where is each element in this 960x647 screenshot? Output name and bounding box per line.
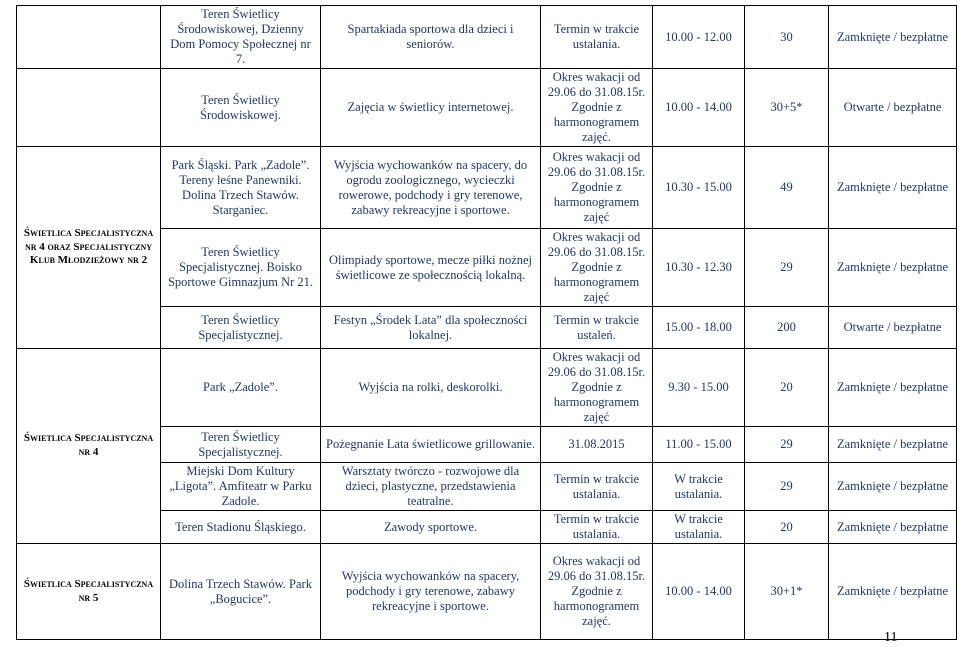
- place-cell: Teren Świetlicy Specjalistycznej.: [161, 307, 321, 349]
- status-cell: Zamknięte / bezpłatne: [829, 229, 957, 307]
- term-cell: Okres wakacji od 29.06 do 31.08.15r. Zgodnie z harmonogramem zajęć.: [541, 544, 653, 640]
- activity-cell: Wyjścia na rolki, deskorolki.: [321, 349, 541, 427]
- place-cell: Teren Świetlicy Środowiskowej.: [161, 69, 321, 147]
- table-row: [17, 147, 957, 229]
- status-cell: Zamknięte / bezpłatne: [829, 349, 957, 427]
- hours-cell: 10.00 - 14.00: [653, 69, 745, 147]
- count-cell: 30+5*: [745, 69, 829, 147]
- status-cell: Zamknięte / bezpłatne: [829, 511, 957, 544]
- unit-cell-empty: [17, 6, 161, 69]
- place-cell: Dolina Trzech Stawów. Park „Bogucice”.: [161, 544, 321, 640]
- activity-cell: Wyjścia wychowanków na spacery, do ogrodu zoologicznego, wycieczki rowerowe, podchody i gry terenowe, zabawy rekreacyjne i sportowe.: [321, 147, 541, 229]
- place-cell: Miejski Dom Kultury „Ligota”. Amfiteatr w Parku Zadole.: [161, 463, 321, 511]
- status-cell: Otwarte / bezpłatne: [829, 307, 957, 349]
- status-cell: Zamknięte / bezpłatne: [829, 463, 957, 511]
- table-row: [17, 349, 957, 427]
- term-cell: Termin w trakcie ustalania.: [541, 6, 653, 69]
- activity-cell: Zawody sportowe.: [321, 511, 541, 544]
- place-cell: Teren Stadionu Śląskiego.: [161, 511, 321, 544]
- place-cell: Teren Świetlicy Środowiskowej, Dzienny Dom Pomocy Społecznej nr 7.: [161, 6, 321, 69]
- count-cell: 29: [745, 463, 829, 511]
- hours-cell: W trakcie ustalania.: [653, 463, 745, 511]
- term-cell: Termin w trakcie ustaleń.: [541, 307, 653, 349]
- unit-cell: Świetlica Specjalistyczna nr 5: [17, 544, 161, 640]
- activity-cell: Wyjścia wychowanków na spacery, podchody i gry terenowe, zabawy rekreacyjne i sportowe.: [321, 544, 541, 640]
- hours-cell: 10.00 - 12.00: [653, 6, 745, 69]
- hours-cell: 10.00 - 14.00: [653, 544, 745, 640]
- hours-cell: 9.30 - 15.00: [653, 349, 745, 427]
- activity-cell: Pożegnanie Lata świetlicowe grillowanie.: [321, 427, 541, 463]
- status-cell: Otwarte / bezpłatne: [829, 69, 957, 147]
- activity-cell: Festyn „Środek Lata” dla społeczności lokalnej.: [321, 307, 541, 349]
- count-cell: 30: [745, 6, 829, 69]
- count-cell: 30+1*: [745, 544, 829, 640]
- term-cell: 31.08.2015: [541, 427, 653, 463]
- unit-cell: Świetlica Specjalistyczna nr 4 oraz Specjalistyczny Klub Młodzieżowy nr 2: [17, 147, 161, 349]
- place-cell: Park Śląski. Park „Zadole”. Tereny leśne Panewniki. Dolina Trzech Stawów. Starganiec.: [161, 147, 321, 229]
- count-cell: 200: [745, 307, 829, 349]
- table-row: [17, 69, 957, 147]
- term-cell: Okres wakacji od 29.06 do 31.08.15r. Zgodnie z harmonogramem zajęć: [541, 147, 653, 229]
- page-number: 11: [884, 630, 898, 645]
- activity-cell: Warsztaty twórczo - rozwojowe dla dzieci, plastyczne, przedstawienia teatralne.: [321, 463, 541, 511]
- hours-cell: W trakcie ustalania.: [653, 511, 745, 544]
- unit-cell-empty: [17, 69, 161, 147]
- term-cell: Termin w trakcie ustalania.: [541, 463, 653, 511]
- place-cell: Teren Świetlicy Specjalistycznej.: [161, 427, 321, 463]
- hours-cell: 10.30 - 12.30: [653, 229, 745, 307]
- hours-cell: 11.00 - 15.00: [653, 427, 745, 463]
- table-row: [17, 544, 957, 640]
- status-cell: Zamknięte / bezpłatne: [829, 427, 957, 463]
- status-cell: Zamknięte / bezpłatne: [829, 544, 957, 640]
- term-cell: Okres wakacji od 29.06 do 31.08.15r. Zgodnie z harmonogramem zajęć: [541, 229, 653, 307]
- count-cell: 20: [745, 349, 829, 427]
- table-row: [17, 6, 957, 69]
- activity-cell: Zajęcia w świetlicy internetowej.: [321, 69, 541, 147]
- term-cell: Okres wakacji od 29.06 do 31.08.15r. Zgodnie z harmonogramem zajęć: [541, 349, 653, 427]
- count-cell: 29: [745, 427, 829, 463]
- count-cell: 29: [745, 229, 829, 307]
- count-cell: 49: [745, 147, 829, 229]
- status-cell: Zamknięte / bezpłatne: [829, 147, 957, 229]
- place-cell: Teren Świetlicy Specjalistycznej. Boisko Sportowe Gimnazjum Nr 21.: [161, 229, 321, 307]
- term-cell: Termin w trakcie ustalania.: [541, 511, 653, 544]
- activity-cell: Olimpiady sportowe, mecze piłki nożnej świetlicowe ze społecznością lokalną.: [321, 229, 541, 307]
- schedule-table: [16, 5, 957, 640]
- count-cell: 20: [745, 511, 829, 544]
- activity-cell: Spartakiada sportowa dla dzieci i seniorów.: [321, 6, 541, 69]
- hours-cell: 10.30 - 15.00: [653, 147, 745, 229]
- place-cell: Park „Zadole”.: [161, 349, 321, 427]
- hours-cell: 15.00 - 18.00: [653, 307, 745, 349]
- status-cell: Zamknięte / bezpłatne: [829, 6, 957, 69]
- term-cell: Okres wakacji od 29.06 do 31.08.15r. Zgodnie z harmonogramem zajęć.: [541, 69, 653, 147]
- unit-cell: Świetlica Specjalistyczna nr 4: [17, 349, 161, 544]
